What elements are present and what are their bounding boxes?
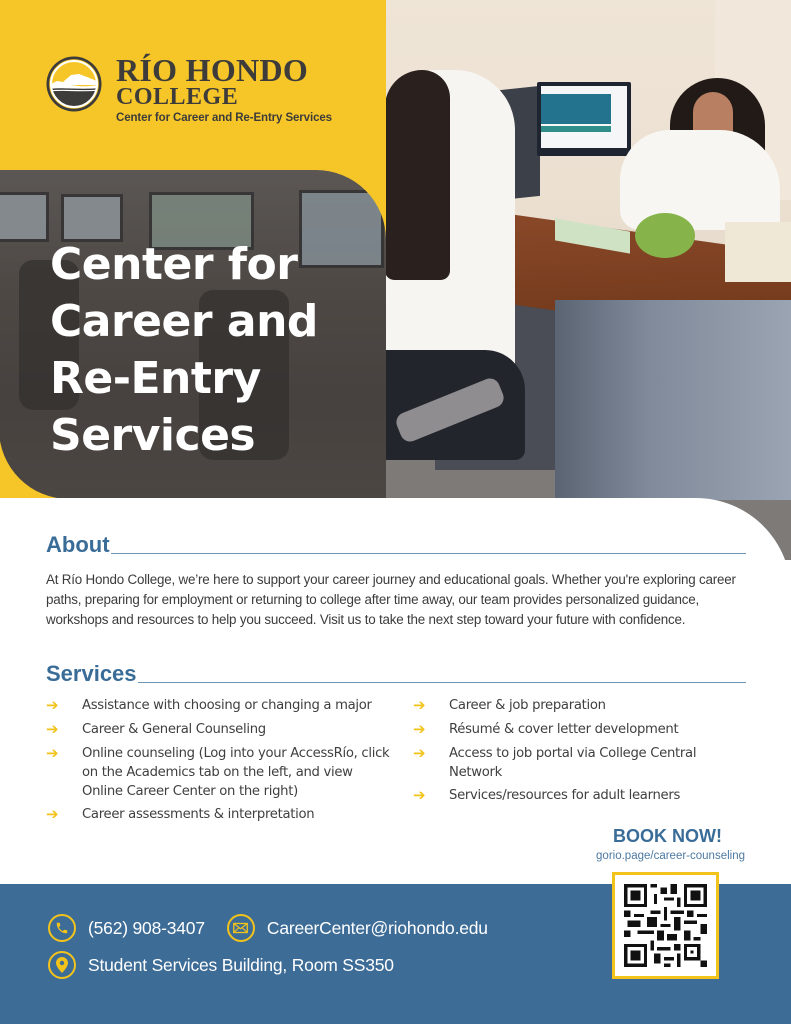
booking-cta (596, 826, 745, 864)
hero-title (50, 236, 380, 464)
heading-rule (138, 682, 746, 683)
arrow-right-icon: ➔ (46, 806, 59, 823)
about-body: At Río Hondo College, we’re here to support your career journey and educational goals. Whether you're exploring career paths, preparing for employment or returning to college after time away, our team provides personalized guidance, workshops and resources to help you succeed. Visit us to take the next step toward your future with confidence. (46, 572, 736, 627)
services-left-column (46, 696, 391, 829)
counseling-photo (385, 0, 791, 560)
contact-row-top (48, 914, 488, 942)
hero-title-line: Services (50, 410, 256, 461)
list-item: ➔ Services/resources for adult learners (413, 787, 681, 804)
arrow-right-icon: ➔ (46, 721, 59, 738)
arrow-right-icon: ➔ (413, 745, 426, 762)
about-heading (46, 533, 746, 557)
list-item: ➔ Résumé & cover letter development (413, 721, 679, 738)
college-logo (45, 52, 332, 124)
contact-row-bottom (48, 951, 394, 979)
services-title: Services (46, 661, 137, 686)
monitor (537, 82, 631, 156)
qr-code-icon[interactable] (612, 872, 719, 979)
arrow-right-icon: ➔ (413, 787, 426, 804)
arrow-right-icon: ➔ (46, 745, 59, 762)
hero-title-line: Center for (50, 239, 298, 290)
college-name: RÍO HONDO (116, 52, 309, 88)
list-item: ➔ Career assessments & interpretation (46, 806, 315, 823)
services-heading (46, 662, 746, 686)
services-right-column (413, 696, 733, 810)
arrow-right-icon: ➔ (413, 697, 426, 714)
list-item: ➔ Access to job portal via College Central Network (413, 745, 697, 780)
phone-icon (48, 914, 76, 942)
book-now-label: BOOK NOW! (613, 826, 722, 846)
email-link[interactable]: CareerCenter@riohondo.edu (266, 917, 488, 938)
envelope-icon (227, 914, 255, 942)
location-address: Student Services Building, Room SS350 (88, 954, 394, 975)
mountain-logo-icon (45, 55, 103, 113)
heading-rule (111, 553, 746, 554)
list-item: ➔ Assistance with choosing or changing a major (46, 697, 372, 714)
arrow-right-icon: ➔ (46, 697, 59, 714)
phone-number[interactable]: (562) 908-3407 (88, 917, 205, 938)
list-item: ➔ Career & job preparation (413, 697, 606, 714)
map-pin-icon (48, 951, 76, 979)
hero-title-line: Re-Entry (50, 353, 261, 404)
hero-title-line: Career and (50, 296, 318, 347)
arrow-right-icon: ➔ (413, 721, 426, 738)
booking-link[interactable]: gorio.page/career-counseling (596, 850, 745, 862)
list-item: ➔ Online counseling (Log into your AccessRío, click on the Academics tab on the left, and view Online Career Center on the right) (46, 745, 390, 799)
department-name: Center for Career and Re-Entry Services (116, 112, 332, 124)
about-title: About (46, 532, 110, 557)
list-item: ➔ Career & General Counseling (46, 721, 266, 738)
college-word: COLLEGE (116, 84, 239, 110)
